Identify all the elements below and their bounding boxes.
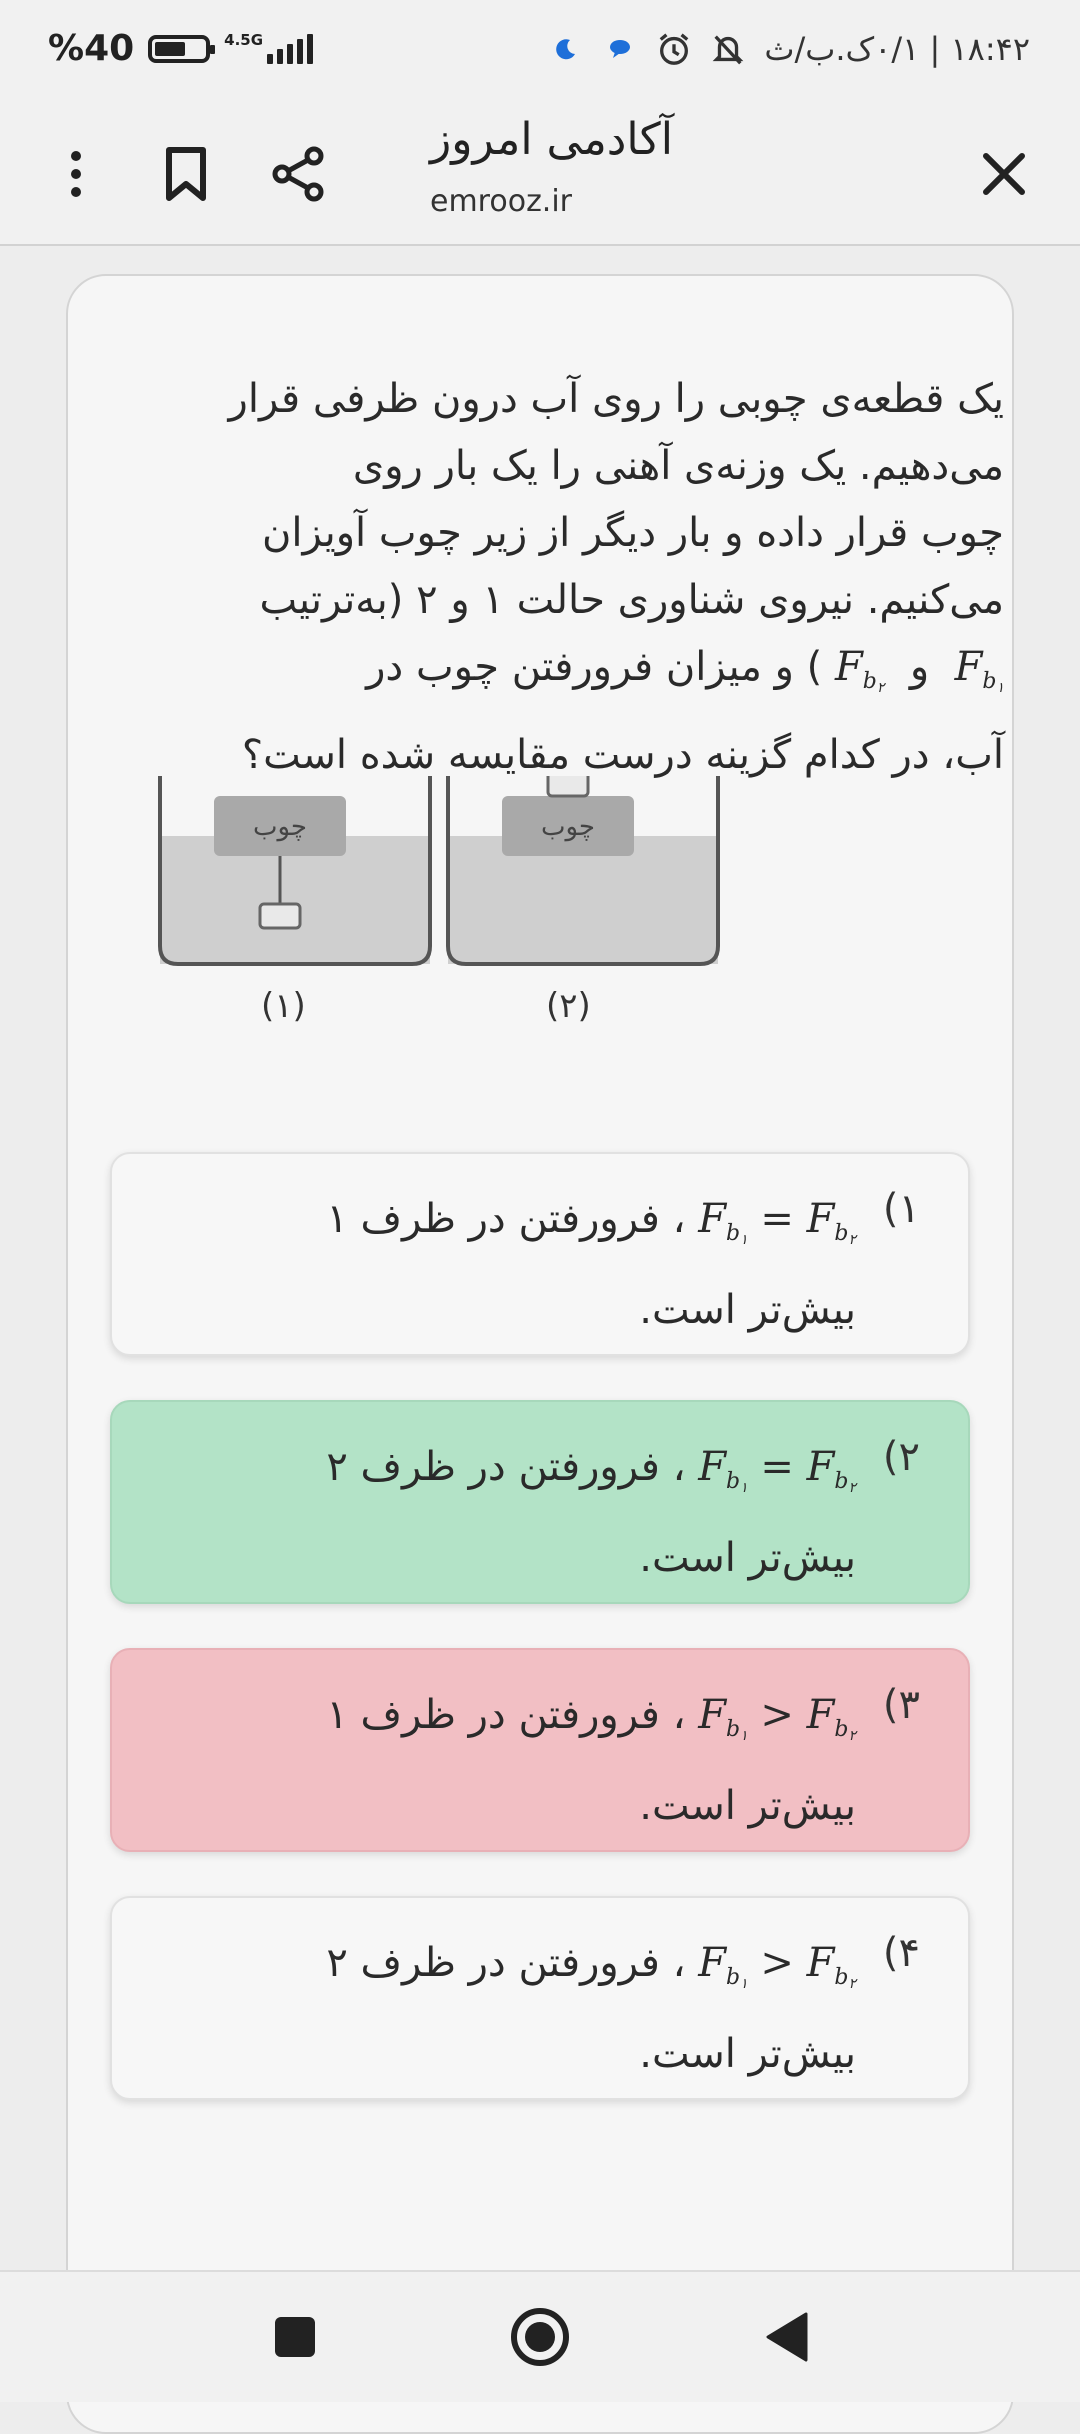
option-text: $F_{b_۱} = F_{b_۲}$ ، فرورفتن در ظرف ۱ بیش‌تر است. xyxy=(156,1184,856,1345)
iron-weight-1 xyxy=(260,904,300,928)
buoyancy-diagram xyxy=(156,776,806,1036)
math-expression: $F_{b_۱} = F_{b_۲}$ xyxy=(698,1196,856,1248)
math-expression: $F_{b_۱} > F_{b_۲}$ xyxy=(698,1692,856,1744)
option-2-correct[interactable] xyxy=(110,1400,970,1604)
diagram-label-1: (۱) xyxy=(261,986,306,1026)
option-number: ۳) xyxy=(882,1682,920,1728)
home-icon[interactable] xyxy=(505,2302,575,2372)
alarm-icon xyxy=(656,31,692,67)
option-number: ۲) xyxy=(882,1434,920,1480)
back-icon[interactable] xyxy=(752,2302,822,2372)
question-line: آب، در کدام گزینه درست مقایسه شده است؟ xyxy=(241,732,1004,778)
question-line: یک قطعه‌ی چوبی را روی آب درون ظرفی قرار xyxy=(228,376,1004,422)
diagram-label-2: (۲) xyxy=(546,986,591,1026)
math-fb1: $F_{b_۱}$ xyxy=(954,644,1004,696)
more-vert-icon[interactable] xyxy=(40,138,112,210)
question-card xyxy=(66,274,1014,2434)
question-line: می‌کنیم. نیروی شناوری حالت ۱ و ۲ (به‌ترتیب xyxy=(259,577,1004,623)
share-icon[interactable] xyxy=(262,138,334,210)
status-left xyxy=(48,28,313,69)
battery-percent: %40 xyxy=(48,28,135,69)
recents-icon[interactable] xyxy=(260,2302,330,2372)
option-number: ۴) xyxy=(882,1930,920,1976)
math-expression: $F_{b_۱} > F_{b_۲}$ xyxy=(698,1940,856,1992)
option-4[interactable] xyxy=(110,1896,970,2100)
question-text xyxy=(144,366,1004,789)
page-url: emrooz.ir xyxy=(430,184,573,219)
option-1[interactable] xyxy=(110,1152,970,1356)
question-line: چوب قرار داده و بار دیگر از زیر چوب آویزان xyxy=(262,510,1004,556)
status-right xyxy=(548,30,1030,68)
bookmark-icon[interactable] xyxy=(150,138,222,210)
option-text: $F_{b_۱} > F_{b_۲}$ ، فرورفتن در ظرف ۱ بیش‌تر است. xyxy=(156,1680,856,1841)
option-3-wrong[interactable] xyxy=(110,1648,970,1852)
battery-icon xyxy=(148,35,210,63)
question-line: می‌دهیم. یک وزنه‌ی آهنی را یک بار روی xyxy=(352,443,1004,489)
network-type: 4.5G xyxy=(224,30,264,49)
moon-icon xyxy=(548,31,584,67)
wood-label-2: چوب xyxy=(541,812,595,842)
option-text: $F_{b_۱} > F_{b_۲}$ ، فرورفتن در ظرف ۲ بیش‌تر است. xyxy=(156,1928,856,2089)
option-text: $F_{b_۱} = F_{b_۲}$ ، فرورفتن در ظرف ۲ بیش‌تر است. xyxy=(156,1432,856,1593)
page-title: آکادمی امروز xyxy=(430,114,673,165)
question-line: $F_{b_۱}$ و $F_{b_۲}$ ) و میزان فرورفتن چوب در xyxy=(144,634,1004,722)
status-time: ۱۸:۴۲ | ۰/۱ک.ب/ث xyxy=(764,30,1030,68)
containers-figure xyxy=(156,776,806,976)
wood-label-1: چوب xyxy=(253,812,307,842)
chat-bubble-icon xyxy=(602,31,638,67)
status-bar xyxy=(0,0,1080,104)
system-nav-bar xyxy=(0,2270,1080,2402)
close-icon[interactable] xyxy=(968,138,1040,210)
math-fb2: $F_{b_۲}$ xyxy=(835,644,885,696)
iron-weight-2 xyxy=(548,776,588,796)
math-expression: $F_{b_۱} = F_{b_۲}$ xyxy=(698,1444,856,1496)
notifications-off-icon xyxy=(710,31,746,67)
option-number: ۱) xyxy=(882,1186,920,1232)
signal-icon xyxy=(267,34,313,64)
browser-header xyxy=(0,104,1080,246)
